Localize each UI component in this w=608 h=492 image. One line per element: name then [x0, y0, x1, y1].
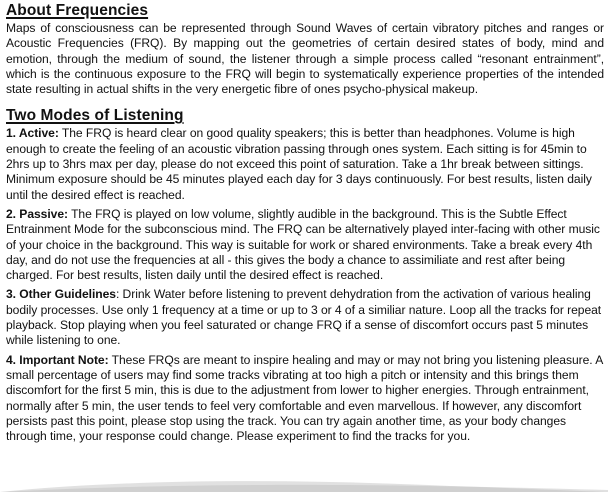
mode-item-lead: 3. Other Guidelines — [6, 287, 116, 302]
modes-list — [6, 126, 604, 444]
mode-item-lead: 4. Important Note: — [6, 352, 109, 367]
about-heading: About Frequencies — [6, 2, 149, 19]
mode-item-text: The FRQ is heard clear on good quality speakers; this is better than headphones. Volume is high enough to create the feeling of an acoustic vibration passing through ones system. Each sitting is for 45min to 2hrs up to 3hrs max per day, please do not exceed this point of saturation. Take a 1hr break between sittings. Minimum exposure should be 45 minutes played each day for 3 days continuously. For best results, listen daily until the desired effect is reached. — [6, 126, 592, 202]
mode-item-lead: 2. Passive: — [6, 206, 68, 221]
decorative-swoosh — [0, 478, 608, 492]
document — [6, 2, 604, 448]
mode-item-passive — [6, 207, 604, 283]
mode-item-guidelines — [6, 287, 604, 348]
mode-item-active — [6, 126, 604, 202]
mode-item-text: These FRQs are meant to inspire healing and may or may not bring you listening pleasure. A small percentage of users may find some tracks vibrating at too high a pitch or intensity and this brings them discomfort for the first 5 min, this is due to the adjustment from lower to higher energies. Through entrainment, normally after 5 min, the user tends to feel very comfortable and even marvellous. If however, any discomfort persists past this point, please stop using the track. You can try again another time, as your body changes through time, your response could change. Please experiment to find the tracks for you. — [6, 352, 603, 444]
mode-item-text: The FRQ is played on low volume, slightly audible in the background. This is the Subtle Effect Entrainment Mode for the subconscious mind. The FRQ can be alternatively played inter-facing with other music of your choice in the background. This way is suitable for work or shared environments. Take a break every 4th day, and do not use the frequencies at all - this gives the body a chance to assimiliate and rest after being charged. For best results, listen daily until the desired effect is reached. — [6, 206, 600, 283]
modes-heading: Two Modes of Listening — [6, 107, 184, 125]
mode-item-lead: 1. Active: — [6, 126, 59, 141]
mode-item-text: : Drink Water before listening to prevent dehydration from the activation of various healing bodily processes. Use only 1 frequency at a time or up to 3 or 4 of a similiar nature. Loop all the tracks for repeat playback. Stop playing when you feel saturated or change FRQ if a sense of discomfort occurs past 5 minutes while listening to one. — [6, 287, 602, 348]
mode-item-important — [6, 353, 604, 445]
about-paragraph: Maps of consciousness can be represented through Sound Waves of certain vibratory pitches and ranges or Acoustic Frequencies (FRQ). By mapping out the geometries of certain desired states of body, mind and emotion, through the medium of sound, the listener through a simple process called “resonant entrainment”, which is the continuous exposure to the FRQ will begin to systematically experience properties of the intended state resulting in actual shifts in the very energetic fibre of ones psycho-physical makeup. — [6, 21, 604, 97]
